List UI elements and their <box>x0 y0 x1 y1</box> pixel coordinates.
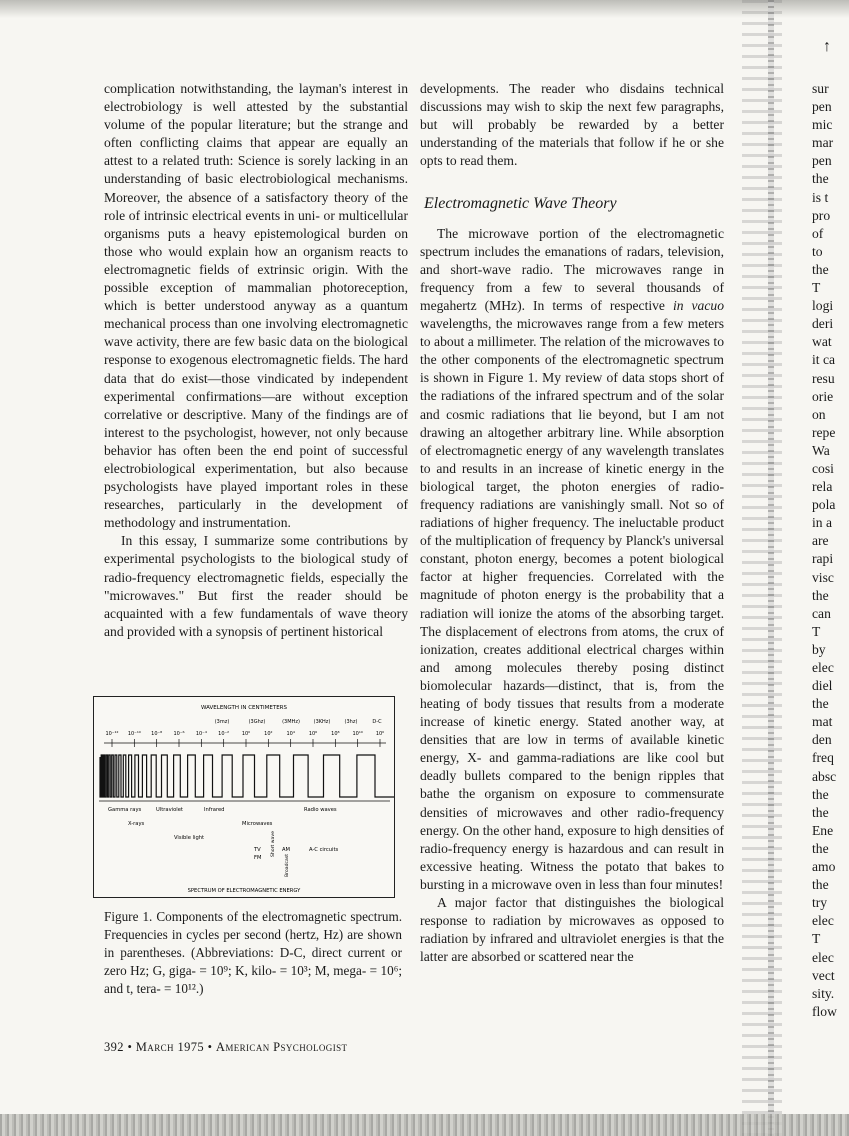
left-paragraph-1: complication notwithstanding, the layman's interest in electrobiology is well attested by the substantial volume of the popular literature; but the strange and often conflicting claims that appear are equally an attest to a related truth: Science is sorely lacking in an understanding of basic electrobiological mechanisms. Moreover, the absence of a satisfactory theory of the role of intrinsic electrical events in uni- or multicellular organisms puts a heavy epistemological burden on those who would explain how an organism reacts to electromagnetic fields of extrinsic origin. With the possible exception of mammalian photoreception, which is better understood anyway as a quantum mechanical process than one involving electromagnetic wave activity, there are few basic data on the biological response to exogenous electromagnetic fields. The hard data that do exist—those vindicated by independent experimental confirmations—are without exception correlative or descriptive. Many of the findings are of interest to the psychologist, however, not only because behavior has often been the end point of successful electrobiological experimentation, but also because psychologists have played important roles in these researches, particularly in the development of methodology and instrumentation. <box>104 81 408 531</box>
right-column-fragment: to <box>812 243 823 259</box>
right-column-fragment: freq <box>812 750 834 766</box>
right-column-cut-off <box>812 80 849 1021</box>
page-footer <box>104 1040 347 1055</box>
left-column <box>104 80 408 641</box>
right-column-fragment: repe <box>812 424 836 440</box>
band-label: Ultraviolet <box>156 807 183 813</box>
right-column-fragment: vect <box>812 967 835 983</box>
section-heading: Electromagnetic Wave Theory <box>424 195 617 213</box>
right-column-fragment: try <box>812 895 828 911</box>
right-column-fragment: den <box>812 732 832 748</box>
right-column-fragment: mar <box>812 135 834 151</box>
wavelength-label: 10⁻⁶ <box>173 731 185 737</box>
paragraph-2-rest: wavelengths, the microwaves range from a few meters to about a millimeter. The relation of the microwaves to the other components of the electromagnetic spectrum is shown in Figure 1. My review of data stops short of the radiations of the infrared spectrum and of the solar and cosmic radiations that lie beyond, but I am not drawing an altogether arbitrary line. While absorption of electromagnetic energy of any wavelength translates to and results in an increase of kinetic energy in the biological target, the photon energies of radio-frequency radiations are vanishingly small. Not so of radiations of higher frequency. The ineluctable product of the multiplication of frequency by Planck's universal constant, photon energy, becomes a potent biological factor at higher frequencies. Correlated with the magnitude of photon energy is the probability that a radiation will ionize the atoms of the absorbing target. The displacement of electrons from atoms, the crux of ionization, creates additional electrical charges within and among molecules thereby posing distinct biomolecular hazards—distinct, that is, from the heating of body tissues that results from a moderate increase of kinetic energy. Stated another way, at densities that are low in terms of available kinetic energy, X- and gamma-radiations are like cool but deadly bullets compared to the benign ripples that bathe the organism on exposure to commensurate densities of microwaves and other radio-frequency energy. On the other hand, exposure to high densities of radio-frequency energy is hazardous and can result in excessive heating. Witness the potato that bakes to bursting in a microwave oven in less than four minutes! <box>420 316 724 892</box>
right-column-fragment: sur <box>812 81 829 96</box>
frequency-label: (3KHz) <box>313 719 331 725</box>
left-paragraph-2: In this essay, I summarize some contributions by experimental psychologists to the biological study of radio-frequency electromagnetic fields, especially the "microwaves." But first the reader should be acquainted with a few fundamentals of wave theory and provided with a synopsis of pertinent historical <box>104 533 408 639</box>
band-label: Visible light <box>174 835 205 841</box>
right-column-fragment: flow <box>812 1003 837 1019</box>
right-column-fragment: rela <box>812 479 833 495</box>
band-label: Radio waves <box>304 807 337 813</box>
scan-edge-top <box>0 0 849 18</box>
right-column-fragment: logi <box>812 298 834 314</box>
right-column-fragment: the <box>812 804 829 820</box>
right-column-fragment: T <box>812 280 821 296</box>
right-column-fragment: by <box>812 641 826 657</box>
figure-caption <box>104 908 402 998</box>
figure-1-spectrum-diagram <box>93 696 395 898</box>
frequency-labels <box>215 719 382 725</box>
wavelength-label: 10¹⁰ <box>352 731 363 737</box>
footer-bullet: • <box>127 1040 136 1054</box>
right-column-fragment: are <box>812 533 829 549</box>
right-column-fragment: of <box>812 225 824 241</box>
band-label: Microwaves <box>242 821 273 827</box>
wavelength-label: 10² <box>264 731 273 737</box>
right-column-fragment: elec <box>812 949 834 965</box>
wavelength-label: 10⁰ <box>241 731 251 737</box>
figure-top-label: WAVELENGTH IN CENTIMETERS <box>200 705 288 711</box>
wavelength-labels <box>105 731 384 737</box>
wavelength-label: 10⁸ <box>331 731 340 737</box>
right-column-fragment: Wa <box>812 442 830 458</box>
right-column-fragment: the <box>812 171 829 187</box>
frequency-label: (3hz) <box>344 719 358 725</box>
margin-arrow-mark: ↑ <box>823 38 831 55</box>
right-column-fragment: pola <box>812 497 836 513</box>
band-label: X-rays <box>128 821 145 827</box>
in-vacuo-italic: in vacuo <box>672 297 724 313</box>
right-column-fragment: resu <box>812 370 835 386</box>
wavelength-label: 10⁻¹⁰ <box>127 731 141 737</box>
sub-band-label-vertical: Short wave <box>271 831 276 857</box>
binding-shadow <box>768 0 774 1136</box>
journal-name: American Psychologist <box>215 1040 348 1054</box>
footer-bullet: • <box>207 1040 216 1054</box>
wavelength-label: 10⁻⁸ <box>151 731 163 737</box>
right-column-fragment: the <box>812 587 829 603</box>
figure-bottom-label: SPECTRUM OF ELECTROMAGNETIC ENERGY <box>187 888 301 894</box>
middle-paragraph-2 <box>420 225 724 894</box>
sub-band-label: AM <box>282 847 291 853</box>
band-labels <box>108 807 339 877</box>
right-column-fragment: the <box>812 261 829 277</box>
right-column-fragment: it ca <box>812 352 836 368</box>
right-column-fragment: absc <box>812 768 837 784</box>
right-column-fragment: in a <box>812 515 833 531</box>
right-column-fragment: rapi <box>812 551 834 567</box>
frequency-label: (3mz) <box>214 719 230 725</box>
right-column-fragment: the <box>812 877 829 893</box>
right-column-fragment: mat <box>812 714 833 730</box>
right-column-fragment: pro <box>812 207 831 223</box>
page-number: 392 <box>104 1040 124 1054</box>
right-column-fragment: the <box>812 786 829 802</box>
wavelength-label: 10⁻¹² <box>105 731 119 737</box>
right-column-fragment: the <box>812 840 829 856</box>
middle-column <box>420 80 724 966</box>
sub-band-label: FM <box>254 855 262 861</box>
right-column-fragment: is t <box>812 189 829 205</box>
right-column-fragment: Ene <box>812 822 834 838</box>
right-column-fragment: wat <box>812 334 832 350</box>
right-column-fragment: cosi <box>812 460 834 476</box>
wavelength-label: 10⁻² <box>218 731 230 737</box>
right-column-fragment: pen <box>812 99 832 115</box>
wavelength-label: 10⁻⁴ <box>195 731 207 737</box>
scan-edge-bottom <box>0 1114 849 1136</box>
right-column-fragment: visc <box>812 569 834 585</box>
right-column-fragment: orie <box>812 388 834 404</box>
right-column-fragment: elec <box>812 660 834 675</box>
right-column-fragment: elec <box>812 913 834 929</box>
wavelength-label: 10⁴ <box>286 731 295 737</box>
sub-band-label: TV <box>254 847 261 853</box>
right-column-fragment: can <box>812 605 831 621</box>
right-column-fragment: mic <box>812 117 833 133</box>
frequency-label: D-C <box>372 719 382 725</box>
right-column-fragment: T <box>812 931 821 947</box>
band-label: Infrared <box>204 807 225 813</box>
right-column-fragment: deri <box>812 316 834 332</box>
spectrum-svg <box>94 697 394 897</box>
right-column-fragment: sity. <box>812 985 835 1001</box>
sub-band-label: A-C circuits <box>309 847 339 853</box>
issue-date: March 1975 <box>135 1040 205 1054</box>
frequency-label: (3Ghz) <box>248 719 266 725</box>
middle-paragraph-3: A major factor that distinguishes the biological response to radiation by microwaves as opposed to radiation by infrared and ultraviolet energies is that the latter are absorbed or scattered near the <box>420 895 724 965</box>
caption-text: Figure 1. Components of the electromagnetic spectrum. Frequencies in cycles per second (hertz, Hz) are shown in parentheses. (Abbreviations: D-C, direct current or zero Hz; G, giga- = 10⁹; K, kilo- = 10³; M, mega- = 10⁶; and t, tera- = 10¹².) <box>104 909 402 996</box>
wavelength-label: 10⁶ <box>308 731 318 737</box>
right-column-fragment: the <box>812 696 829 712</box>
right-column-fragment: on <box>812 406 826 422</box>
middle-paragraph-1: developments. The reader who disdains technical discussions may wish to skip the next few paragraphs, but will probably be rewarded by a better understanding of the materials that follow if he or she opts to read them. <box>420 81 724 169</box>
right-column-fragment: amo <box>812 859 836 875</box>
frequency-label: (3MHz) <box>282 719 300 725</box>
sub-band-label-vertical: Broadcast <box>285 853 290 877</box>
band-label: Gamma rays <box>108 807 142 813</box>
right-column-fragment: T <box>812 623 821 639</box>
right-column-fragment: diel <box>812 678 833 694</box>
page-gutter-shadow <box>742 0 782 1136</box>
right-column-fragment: pen <box>812 153 832 169</box>
paragraph-2-start: The microwave portion of the electromagnetic spectrum includes the emanations of radars, television, and short-wave radio. The microwaves range in frequency from a few to several thousands of megahertz (MHz). In terms of respective <box>420 225 724 313</box>
wavelength-label: 10⁰ <box>375 731 385 737</box>
waveform <box>100 755 394 797</box>
